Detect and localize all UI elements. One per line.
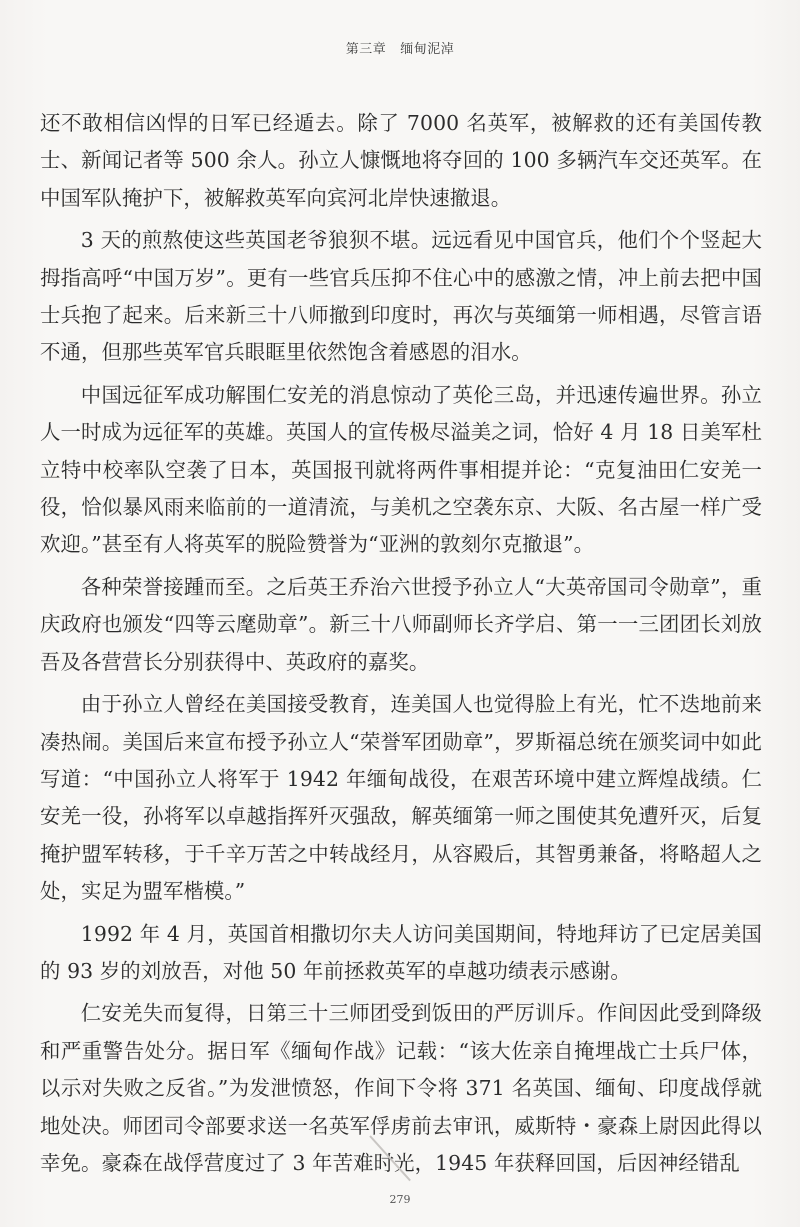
running-header xyxy=(0,38,800,57)
paragraph-2: 3 天的煎熬使这些英国老爷狼狈不堪。远远看见中国官兵，他们个个竖起大拇指高呼“中国万岁”。更有一些官兵压抑不住心中的感激之情，冲上前去把中国士兵抱了起来。后来新三十八师撤到印度时，再次与英缅第一师相遇，尽管言语不通，但那些英军官兵眼眶里依然饱含着感恩的泪水。 xyxy=(40,228,762,365)
paragraph-7: 仁安羌失而复得，日第三十三师团受到饭田的严厉训斥。作间因此受到降级和严重警告处分。据日军《缅甸作战》记载：“该大佐亲自掩埋战亡士兵尸体，以示对失败之反省。”为发泄愤怒，作间下令将 371 名英国、缅甸、印度战俘就地处决。师团司令部要求送一名英军俘虏前去审讯，威斯特・豪森上尉因此得以幸免。豪森在战俘营度过了 3 年苦难时光，1945 年获释回国，后因神经错乱 xyxy=(40,1001,762,1175)
body-text xyxy=(40,105,762,1187)
chapter-title: 缅甸泥淖 xyxy=(400,42,455,57)
chapter-number: 第三章 xyxy=(345,42,387,57)
paragraph-1: 还不敢相信凶悍的日军已经遁去。除了 7000 名英军，被解救的还有美国传教士、新闻记者等 500 余人。孙立人慷慨地将夺回的 100 多辆汽车交还英军。在中国军队掩护下，被解救英军向宾河北岸快速撤退。 xyxy=(40,111,762,210)
paragraph-3: 中国远征军成功解围仁安羌的消息惊动了英伦三岛，并迅速传遍世界。孙立人一时成为远征军的英雄。英国人的宣传极尽溢美之词，恰好 4 月 18 日美军杜立特中校率队空袭了日本，英国报刊就将两件事相提并论：“克复油田仁安羌一役，恰似暴风雨来临前的一道清流，与美机之空袭东京、大阪、名古屋一样广受欢迎。”甚至有人将英军的脱险赞誉为“亚洲的敦刻尔克撤退”。 xyxy=(40,382,762,557)
paragraph-4: 各种荣誉接踵而至。之后英王乔治六世授予孙立人“大英帝国司令勋章”，重庆政府也颁发“四等云麾勋章”。新三十八师副师长齐学启、第一一三团团长刘放吾及各营营长分别获得中、英政府的嘉奖。 xyxy=(40,574,762,674)
paragraph-6: 1992 年 4 月，英国首相撒切尔夫人访问美国期间，特地拜访了已定居美国的 93 岁的刘放吾，对他 50 年前拯救英军的卓越功绩表示感谢。 xyxy=(40,921,762,983)
page-number: 279 xyxy=(389,1193,411,1206)
paragraph-5: 由于孙立人曾经在美国接受教育，连美国人也觉得脸上有光，忙不迭地前来凑热闹。美国后来宣布授予孙立人“荣誉军团勋章”，罗斯福总统在颁奖词中如此写道：“中国孙立人将军于 1942 年缅甸战役，在艰苦环境中建立辉煌战绩。仁安羌一役，孙将军以卓越指挥歼灭强敌，解英缅第一师之围使其免遭歼灭，后复掩护盟军转移，于千辛万苦之中转战经月，从容殿后，其智勇兼备，将略超人之处，实足为盟军楷模。” xyxy=(40,692,762,904)
